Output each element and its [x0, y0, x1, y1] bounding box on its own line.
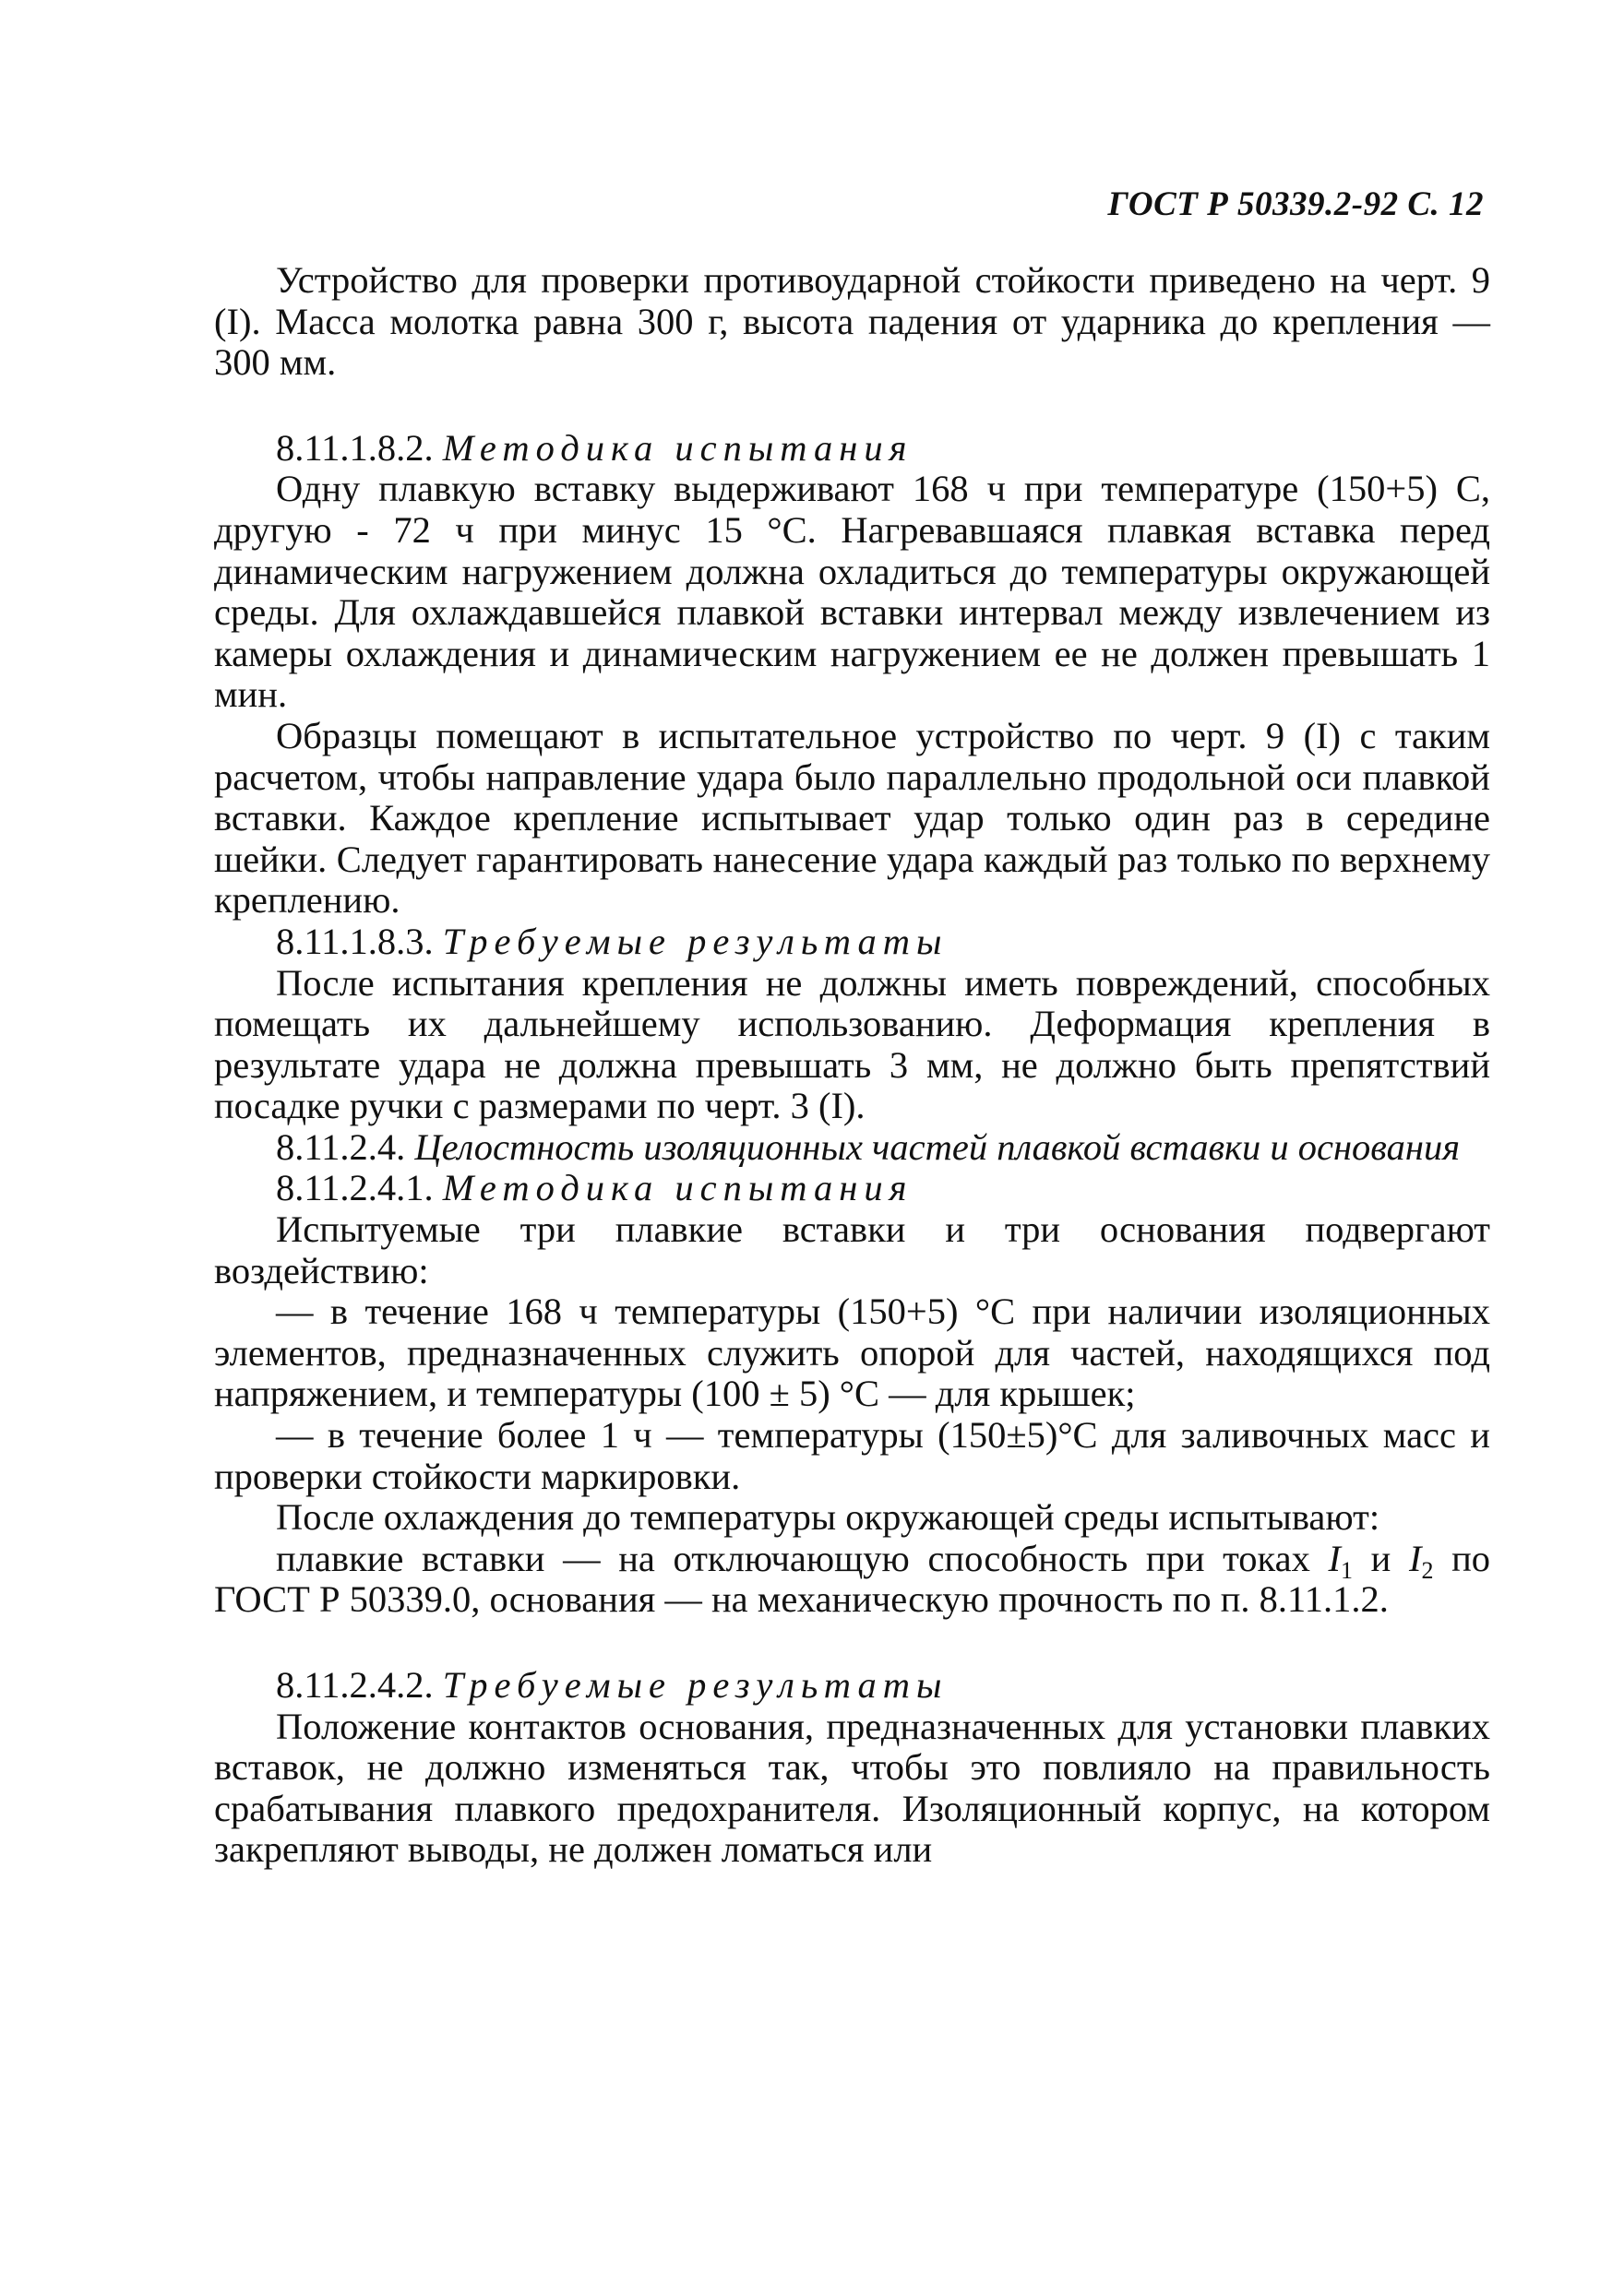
- text-run: и: [1352, 1537, 1409, 1579]
- section-label: Требуемые результаты: [442, 920, 949, 962]
- paragraph: После испытания крепления не должны иметь повреждений, способных помещать их дальнейшему использованию. Деформация крепления в результате удара не должна превышать 3 мм, не должно быть препятствий посадке ручки с размерами по черт. 3 (I).: [214, 961, 1490, 1127]
- paragraph: Одну плавкую вставку выдерживают 168 ч при температуре (150+5) C, другую - 72 ч при минус 15 °С. Нагревавшаяся плавкая вставка перед динамическим нагружением должна охладиться до температуры окружающей среды. Для охлаждавшейся плавкой вставки интервал между извлечением из камеры охлаждения и динамическим нагружением ее не должен превышать 1 мин.: [214, 468, 1490, 716]
- section-label: Методика испытания: [442, 1167, 914, 1209]
- section-heading: [214, 922, 1490, 963]
- current-symbol: I: [1408, 1537, 1422, 1579]
- paragraph: После охлаждения до температуры окружающей среды испытывают:: [276, 1496, 1380, 1539]
- section-number: 8.11.2.4.: [276, 1125, 406, 1168]
- section-number: 8.11.2.4.2.: [276, 1664, 434, 1706]
- list-item: — в течение более 1 ч — температуры (150±5)°С для заливочных масс и проверки стойкости маркировки.: [214, 1414, 1490, 1497]
- text-run: плавкие вставки — на отключающую способность при токах: [276, 1537, 1329, 1579]
- section-heading: [214, 428, 1490, 470]
- list-item: — в течение 168 ч температуры (150+5) °С при наличии изоляционных элементов, предназначенных служить опорой для частей, находящихся под напряжением, и температуры (100 ± 5) °С — для крышек;: [214, 1291, 1490, 1415]
- section-number: 8.11.1.8.2.: [276, 426, 434, 469]
- section-heading: [214, 1665, 1490, 1707]
- section-number: 8.11.1.8.3.: [276, 920, 434, 962]
- subscript: 1: [1340, 1556, 1353, 1584]
- paragraph: Устройство для проверки противоударной стойкости приведено на черт. 9 (I). Масса молотка равна 300 г, высота падения от ударника до крепления — 300 мм.: [214, 259, 1490, 384]
- section-label: Методика испытания: [442, 426, 914, 469]
- section-label: Требуемые результаты: [442, 1664, 949, 1706]
- section-heading: [214, 1168, 1490, 1209]
- section-title: Целостность изоляционных частей плавкой вставки и основания: [414, 1125, 1461, 1168]
- page-header: ГОСТ Р 50339.2-92 С. 12: [1107, 185, 1484, 223]
- current-symbol: I: [1328, 1537, 1341, 1579]
- subscript: 2: [1421, 1556, 1434, 1584]
- section-heading: [214, 1127, 1490, 1169]
- document-body: [214, 260, 1490, 1871]
- paragraph: Испытуемые три плавкие вставки и три основания подвергают воздействию:: [214, 1208, 1490, 1291]
- paragraph: Положение контактов основания, предназначенных для установки плавких вставок, не должно изменяться так, чтобы это повлияло на правильность срабатывания плавкого предохранителя. Изоляционный корпус, на котором закрепляют выводы, не должен ломаться или: [214, 1705, 1490, 1871]
- paragraph: Образцы помещают в испытательное устройство по черт. 9 (I) с таким расчетом, чтобы направление удара было параллельно продольной оси плавкой вставки. Каждое крепление испытывает удар только один раз в середине шейки. Следует гарантировать нанесение удара каждый раз только по верхнему креплению.: [214, 714, 1490, 922]
- paragraph: [214, 1539, 1490, 1621]
- section-number: 8.11.2.4.1.: [276, 1167, 434, 1209]
- text-run: по ГОСТ Р 50339.0, основания — на механическую прочность по п. 8.11.1.2.: [214, 1537, 1490, 1621]
